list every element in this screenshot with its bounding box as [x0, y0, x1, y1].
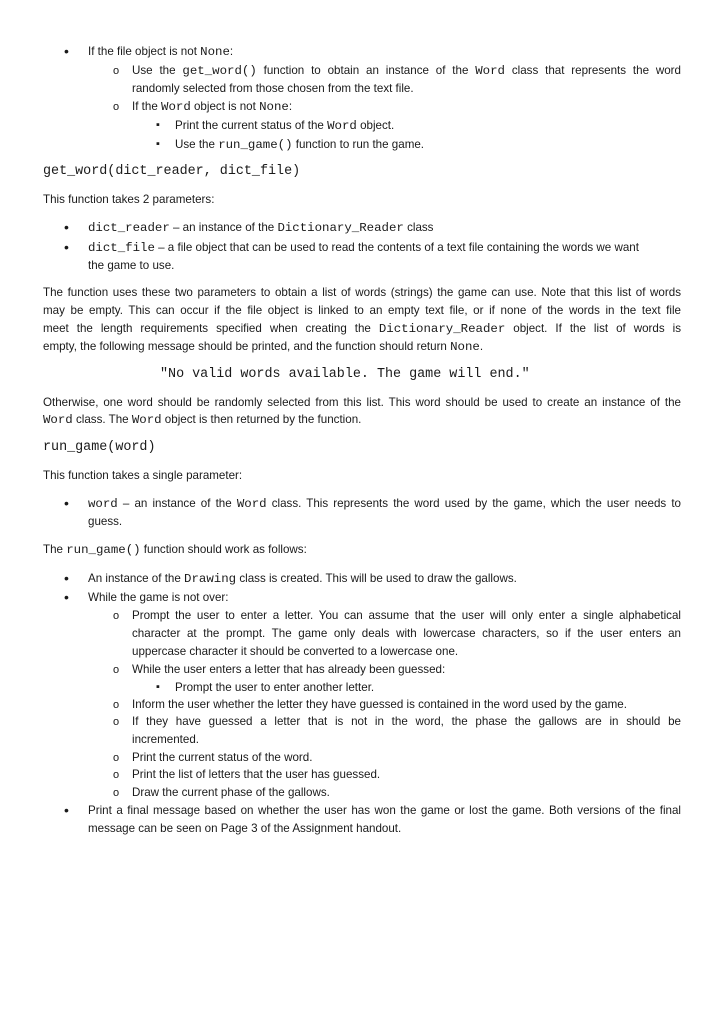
- bullet-disc: [64, 588, 69, 608]
- text-line: [88, 219, 433, 237]
- text: :: [288, 100, 293, 113]
- text: If the: [132, 100, 162, 113]
- bullet-circle: [113, 696, 119, 714]
- text-line: uppercase character it should be converted to a lowercase one.: [132, 645, 459, 658]
- text: empty, the following message should be printed, and the function should return: [43, 340, 451, 353]
- bullet-square: [156, 116, 160, 134]
- text: object.: [356, 119, 395, 132]
- text-line: [132, 98, 292, 116]
- text: object. If the list of words is: [505, 322, 682, 335]
- inline-code: Word: [475, 64, 505, 78]
- text: If the file object is not: [88, 45, 201, 58]
- bullet-circle: [113, 607, 119, 625]
- inline-code: run_game(): [66, 543, 141, 557]
- text: class that represents the word: [505, 64, 681, 77]
- inline-code: Word: [236, 497, 267, 511]
- text: – an instance of the: [117, 497, 237, 510]
- inline-code: Word: [327, 119, 357, 133]
- inline-code: Word: [131, 413, 162, 427]
- inline-code: None: [259, 100, 289, 114]
- text: function should work as follows:: [140, 543, 307, 556]
- text-line: Print a final message based on whether the user has won the game or lost the game. Both versions of the final: [88, 804, 681, 817]
- text-line: Prompt the user to enter another letter.: [175, 681, 375, 694]
- function-signature: get_word(dict_reader, dict_file): [43, 164, 301, 179]
- text: .: [479, 340, 484, 353]
- inline-code: dict_file: [88, 241, 155, 255]
- bullet-circle: [113, 62, 119, 80]
- text: class: [403, 221, 434, 234]
- text-line: [88, 43, 233, 61]
- text: An instance of the: [88, 572, 185, 585]
- text-line: While the user enters a letter that has already been guessed:: [132, 663, 446, 676]
- bullet-disc: [64, 569, 69, 589]
- text-line: [43, 320, 681, 338]
- text: function to obtain an instance of the: [256, 64, 476, 77]
- inline-code: Word: [161, 100, 191, 114]
- text-line: Print the current status of the word.: [132, 751, 313, 764]
- inline-code: get_word(): [182, 64, 257, 78]
- text: Use the: [175, 138, 219, 151]
- text: The: [43, 543, 67, 556]
- bullet-square: [156, 678, 160, 696]
- inline-code: Dictionary_Reader: [277, 221, 404, 235]
- text: – a file object that can be used to read the contents of a text file containing the words we want: [154, 241, 639, 254]
- bullet-disc: [64, 218, 69, 238]
- bullet-circle: [113, 661, 119, 679]
- text-line: [88, 570, 517, 588]
- text-line: may be empty. This can occur if the file object is linked to an empty text file, or if none of the words in the text file: [43, 304, 681, 317]
- text-line: Draw the current phase of the gallows.: [132, 786, 330, 799]
- text-line: [88, 239, 639, 257]
- text-line: [132, 62, 681, 80]
- inline-code: None: [450, 340, 480, 354]
- text: Use the: [132, 64, 183, 77]
- inline-code: Word: [43, 413, 73, 427]
- bullet-circle: [113, 98, 119, 116]
- text: object is not: [190, 100, 260, 113]
- function-signature: run_game(word): [43, 440, 156, 455]
- bullet-circle: [113, 784, 119, 802]
- text-line: If they have guessed a letter that is not in the word, the phase the gallows are in should be: [132, 715, 681, 728]
- text: meet the length requirements specified when creating the: [43, 322, 379, 335]
- inline-code: run_game(): [218, 138, 293, 152]
- text-line: Prompt the user to enter a letter. You can assume that the user will only enter a single alphabetical: [132, 609, 681, 622]
- text-line: [88, 495, 681, 513]
- error-message: "No valid words available. The game will end.": [160, 367, 530, 382]
- bullet-disc: [64, 801, 69, 821]
- text-line: [175, 136, 424, 154]
- bullet-disc: [64, 494, 69, 514]
- text-line: This function takes a single parameter:: [43, 469, 243, 482]
- bullet-circle: [113, 713, 119, 731]
- text-line: randomly selected from those chosen from the text file.: [132, 82, 414, 95]
- bullet-square: [156, 135, 160, 153]
- text: class is created. This will be used to draw the gallows.: [236, 572, 517, 585]
- text-line: This function takes 2 parameters:: [43, 193, 215, 206]
- bullet-disc: [64, 238, 69, 258]
- text-line: Print the list of letters that the user has guessed.: [132, 768, 381, 781]
- inline-code: dict_reader: [88, 221, 170, 235]
- text: function to run the game.: [292, 138, 425, 151]
- text-line: [43, 541, 307, 559]
- text: :: [229, 45, 234, 58]
- text: class. The: [72, 413, 132, 426]
- inline-code: word: [88, 497, 118, 511]
- inline-code: Drawing: [184, 572, 237, 586]
- text: Print the current status of the: [175, 119, 328, 132]
- text-line: message can be seen on Page 3 of the Assignment handout.: [88, 822, 402, 835]
- bullet-circle: [113, 749, 119, 767]
- text-line: incremented.: [132, 733, 200, 746]
- text-line: [43, 338, 483, 356]
- text-line: Otherwise, one word should be randomly selected from this list. This word should be used to create an instance of the: [43, 396, 681, 409]
- bullet-disc: [64, 42, 69, 62]
- inline-code: Dictionary_Reader: [378, 322, 506, 336]
- bullet-circle: [113, 766, 119, 784]
- text: – an instance of the: [169, 221, 278, 234]
- text-line: guess.: [88, 515, 123, 528]
- text: class. This represents the word used by the game, which the user needs to: [266, 497, 681, 510]
- text: object is then returned by the function.: [161, 413, 362, 426]
- inline-code: None: [200, 45, 230, 59]
- text-line: [43, 411, 361, 429]
- text-line: the game to use.: [88, 259, 175, 272]
- text-line: Inform the user whether the letter they have guessed is contained in the word used by the game.: [132, 698, 627, 711]
- text-line: While the game is not over:: [88, 591, 229, 604]
- text-line: character at the prompt. The game only deals with lowercase characters, so if the user enters an: [132, 627, 681, 640]
- text-line: The function uses these two parameters to obtain a list of words (strings) the game can use. Note that this list of words: [43, 286, 681, 299]
- text-line: [175, 117, 394, 135]
